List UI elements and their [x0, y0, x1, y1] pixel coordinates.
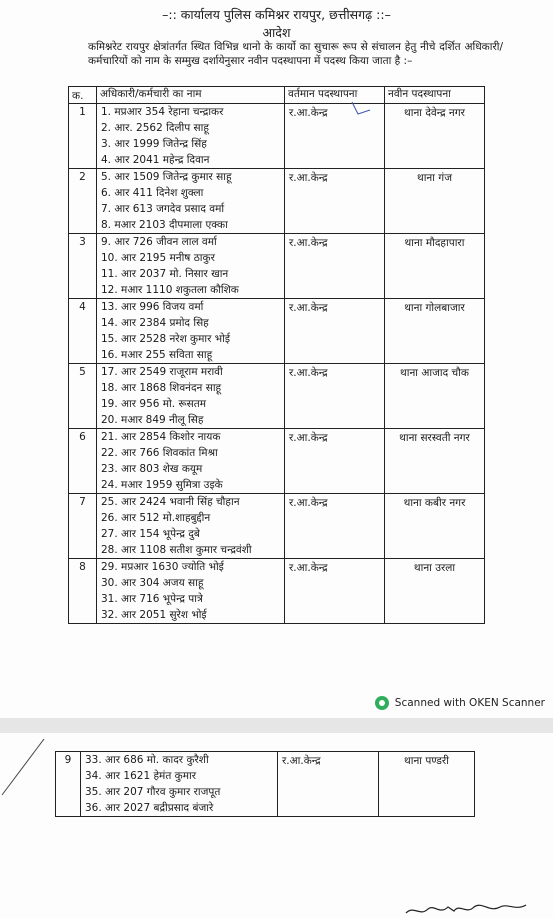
- personnel-name: 18. आर 1868 शिवनंदन साहू: [101, 382, 222, 394]
- personnel-name: 27. आर 154 भूपेन्द्र दुबे: [101, 528, 200, 540]
- row-new-posting: थाना गोलबाजार: [385, 299, 485, 364]
- personnel-name: 19. आर 956 मो. रूसतम: [101, 398, 206, 410]
- transfer-table-continued: [55, 751, 475, 817]
- row-new-posting: थाना पण्डरी: [379, 752, 475, 817]
- row-serial: 8: [69, 559, 97, 624]
- personnel-name: 25. आर 2424 भवानी सिंह चौहान: [101, 496, 240, 508]
- row-new-posting: थाना गंज: [385, 169, 485, 234]
- personnel-name: 1. मप्रआर 354 रेहाना चन्द्राकर: [101, 106, 224, 118]
- row-current-posting: र.आ.केन्द्र: [285, 299, 385, 364]
- row-new-posting: थाना आजाद चौक: [385, 364, 485, 429]
- personnel-name: 22. आर 766 शिवकांत मिश्रा: [101, 447, 218, 459]
- personnel-name: 7. आर 613 जगदेव प्रसाद वर्मा: [101, 203, 225, 215]
- row-current-posting: र.आ.केन्द्र: [285, 104, 385, 169]
- row-serial: 1: [69, 104, 97, 169]
- document-page-2: [0, 733, 553, 918]
- personnel-name: 16. मआर 255 सविता साहू: [101, 349, 213, 361]
- personnel-name: 29. मप्रआर 1630 ज्योति भोई: [101, 561, 224, 573]
- row-serial: 7: [69, 494, 97, 559]
- row-current-posting: र.आ.केन्द्र: [285, 429, 385, 494]
- personnel-name: 17. आर 2549 राजूराम मरावी: [101, 366, 223, 378]
- row-current-posting: र.आ.केन्द्र: [285, 494, 385, 559]
- row-serial: 2: [69, 169, 97, 234]
- personnel-name: 3. आर 1999 जितेन्द्र सिंह: [101, 138, 207, 150]
- personnel-name: 31. आर 716 भूपेन्द्र पात्रे: [101, 593, 203, 605]
- personnel-name: 15. आर 2528 नरेश कुमार भोई: [101, 333, 231, 345]
- row-serial: 6: [69, 429, 97, 494]
- personnel-name: 32. आर 2051 सुरेश भोई: [101, 609, 207, 621]
- row-serial: 3: [69, 234, 97, 299]
- row-current-posting: र.आ.केन्द्र: [285, 559, 385, 624]
- row-new-posting: थाना सरस्वती नगर: [385, 429, 485, 494]
- personnel-name: 5. आर 1509 जितेन्द्र कुमार साहू: [101, 171, 232, 183]
- row-new-posting: थाना देवेन्द्र नगर: [385, 104, 485, 169]
- personnel-name: 28. आर 1108 सतीश कुमार चन्द्रवंशी: [101, 544, 252, 556]
- personnel-name: 24. मआर 1959 सुमित्रा उइके: [101, 479, 223, 491]
- row-current-posting: र.आ.केन्द्र: [285, 364, 385, 429]
- order-heading: आदेश: [262, 25, 291, 40]
- personnel-name: 14. आर 2384 प्रमोद सिह: [101, 317, 209, 329]
- office-title: –:: कार्यालय पुलिस कमिश्नर रायपुर, छत्तीसगढ़ ::–: [162, 7, 391, 22]
- personnel-name: 30. आर 304 अजय साहू: [101, 577, 204, 589]
- pen-stroke-mark: [0, 733, 60, 803]
- order-intro-text: कमिश्नरेट रायपुर क्षेत्रांतर्गत स्थित विभिन्न थानो के कार्यो का सुचारू रूप से संचालन हेतु नीचे दर्शित अधिकारी/कर्मचारियों को नाम के सम्मुख दर्शायेनुसार नवीन पदस्थापना में पदस्थ किया जाता है :–: [88, 41, 503, 67]
- row-current-posting: र.आ.केन्द्र: [285, 169, 385, 234]
- page-separator: [0, 718, 553, 733]
- row-new-posting: थाना कबीर नगर: [385, 494, 485, 559]
- oken-scanner-icon: [375, 696, 389, 710]
- col-header-new-posting: नवीन पदस्थापना: [385, 87, 485, 104]
- row-serial: 5: [69, 364, 97, 429]
- personnel-name: 8. मआर 2103 दीपमाला एक्का: [101, 219, 228, 231]
- personnel-name: 11. आर 2037 मो. निसार खान: [101, 268, 229, 280]
- personnel-name: 35. आर 207 गौरव कुमार राजपूत: [85, 786, 221, 798]
- personnel-name: 20. मआर 849 नीलू सिह: [101, 414, 204, 426]
- personnel-name: 34. आर 1621 हेमंत कुमार: [85, 770, 196, 782]
- personnel-name: 10. आर 2195 मनीष ठाकुर: [101, 252, 215, 264]
- personnel-name: 12. मआर 1110 शकुतला कौशिक: [101, 284, 239, 296]
- personnel-name: 13. आर 996 विजय वर्मा: [101, 301, 204, 313]
- col-header-name: अधिकारी/कर्मचारी का नाम: [97, 87, 285, 104]
- row-serial: 4: [69, 299, 97, 364]
- personnel-name: 26. आर 512 मो.शाहबुद्दीन: [101, 512, 211, 524]
- scanner-watermark: [375, 696, 545, 710]
- personnel-name: 36. आर 2027 बद्रीप्रसाद बंजारे: [85, 802, 214, 814]
- row-current-posting: र.आ.केन्द्र: [278, 752, 379, 817]
- scanner-label: Scanned with OKEN Scanner: [394, 697, 545, 709]
- col-header-serial: क.: [69, 87, 97, 104]
- table-row: [56, 752, 475, 817]
- row-current-posting: र.आ.केन्द्र: [285, 234, 385, 299]
- personnel-name: 6. आर 411 दिनेश शुक्ला: [101, 187, 204, 199]
- row-serial: 9: [56, 752, 81, 817]
- personnel-name: 4. आर 2041 महेन्द्र दिवान: [101, 154, 210, 166]
- handwritten-signature: [400, 895, 540, 918]
- row-new-posting: थाना उरला: [385, 559, 485, 624]
- personnel-name: 33. आर 686 मो. कादर कुरैशी: [85, 754, 209, 766]
- personnel-name: 9. आर 726 जीवन लाल वर्मा: [101, 236, 217, 248]
- personnel-name: 23. आर 803 शेख कयूम: [101, 463, 203, 475]
- row-new-posting: थाना मौदहापारा: [385, 234, 485, 299]
- row-names-cell: [81, 752, 278, 817]
- col-header-current-posting: वर्तमान पदस्थापना: [285, 87, 385, 104]
- personnel-name: 2. आर. 2562 दिलीप साहू: [101, 122, 209, 134]
- personnel-name: 21. आर 2854 किशोर नायक: [101, 431, 221, 443]
- table-body-continued: [56, 752, 475, 817]
